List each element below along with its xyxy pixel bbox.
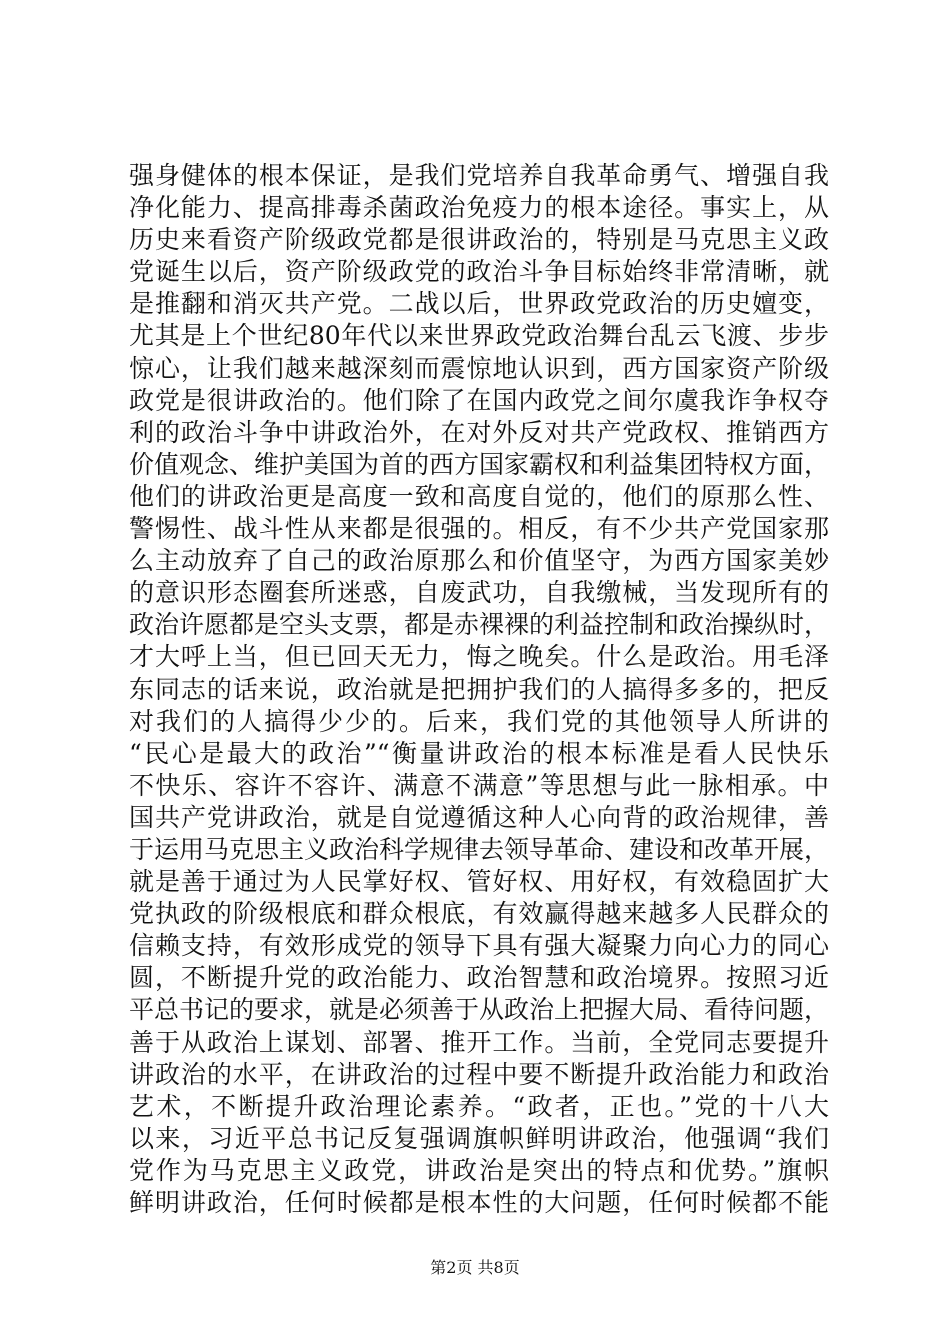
text-line: 圆，不断提升党的政治能力、政治智慧和政治境界。按照习近 [129, 963, 829, 993]
text-line: 平总书记的要求，就是必须善于从政治上把握大局、看待问题， [129, 995, 829, 1025]
page-footer: 第2页 共8页 [430, 1258, 520, 1277]
text-line: 是推翻和消灭共产党。二战以后，世界政党政治的历史嬗变， [129, 289, 829, 319]
text-line: 就是善于通过为人民掌好权、管好权、用好权，有效稳固扩大 [129, 867, 829, 897]
text-line: 信赖支持，有效形成党的领导下具有强大凝聚力向心力的同心 [129, 931, 829, 961]
text-line: 的意识形态圈套所迷惑，自废武功，自我缴械，当发现所有的 [129, 578, 829, 608]
text-line: 么主动放弃了自己的政治原那么和价值坚守，为西方国家美妙 [129, 546, 829, 576]
text-line: 于运用马克思主义政治科学规律去领导革命、建设和改革开展， [129, 834, 829, 864]
text-line: 政党是很讲政治的。他们除了在国内政党之间尔虞我诈争权夺 [129, 385, 829, 415]
text-line: 善于从政治上谋划、部署、推开工作。当前，全党同志要提升 [129, 1027, 829, 1057]
text-line: 不快乐、容许不容许、满意不满意”等思想与此一脉相承。中 [129, 770, 829, 800]
body-text [129, 160, 829, 1219]
text-line: 以来，习近平总书记反复强调旗帜鲜明讲政治，他强调“我们 [129, 1123, 829, 1153]
text-line: 党执政的阶级根底和群众根底，有效赢得越来越多人民群众的 [129, 899, 829, 929]
text-line: 艺术，不断提升政治理论素养。“政者，正也。”党的十八大 [129, 1091, 829, 1121]
text-line: 对我们的人搞得少少的。后来，我们党的其他领导人所讲的 [129, 706, 829, 736]
text-line: 尤其是上个世纪80年代以来世界政党政治舞台乱云飞渡、步步 [129, 321, 829, 351]
text-line: 价值观念、维护美国为首的西方国家霸权和利益集团特权方面， [129, 449, 829, 479]
text-line: 惊心，让我们越来越深刻而震惊地认识到，西方国家资产阶级 [129, 353, 829, 383]
text-line: 历史来看资产阶级政党都是很讲政治的，特别是马克思主义政 [129, 225, 829, 255]
text-line: 讲政治的水平，在讲政治的过程中要不断提升政治能力和政治 [129, 1059, 829, 1089]
text-line: 鲜明讲政治，任何时候都是根本性的大问题，任何时候都不能 [129, 1188, 829, 1217]
text-line: 东同志的话来说，政治就是把拥护我们的人搞得多多的，把反 [129, 674, 829, 704]
text-line: “民心是最大的政治”“衡量讲政治的根本标准是看人民快乐 [129, 738, 829, 768]
text-line: 利的政治斗争中讲政治外，在对外反对共产党政权、推销西方 [129, 417, 829, 447]
text-line: 警惕性、战斗性从来都是很强的。相反，有不少共产党国家那 [129, 514, 829, 544]
text-line: 党作为马克思主义政党，讲政治是突出的特点和优势。”旗帜 [129, 1155, 829, 1185]
text-line: 政治许愿都是空头支票，都是赤裸裸的利益控制和政治操纵时， [129, 610, 829, 640]
text-line: 净化能力、提高排毒杀菌政治免疫力的根本途径。事实上，从 [129, 193, 829, 223]
text-line: 强身健体的根本保证，是我们党培养自我革命勇气、增强自我 [129, 161, 829, 190]
text-line: 他们的讲政治更是高度一致和高度自觉的，他们的原那么性、 [129, 481, 829, 511]
text-line: 才大呼上当，但已回天无力，悔之晚矣。什么是政治。用毛泽 [129, 642, 829, 672]
text-line: 党诞生以后，资产阶级政党的政治斗争目标始终非常清晰，就 [129, 257, 829, 287]
text-line: 国共产党讲政治，就是自觉遵循这种人心向背的政治规律，善 [129, 802, 829, 832]
